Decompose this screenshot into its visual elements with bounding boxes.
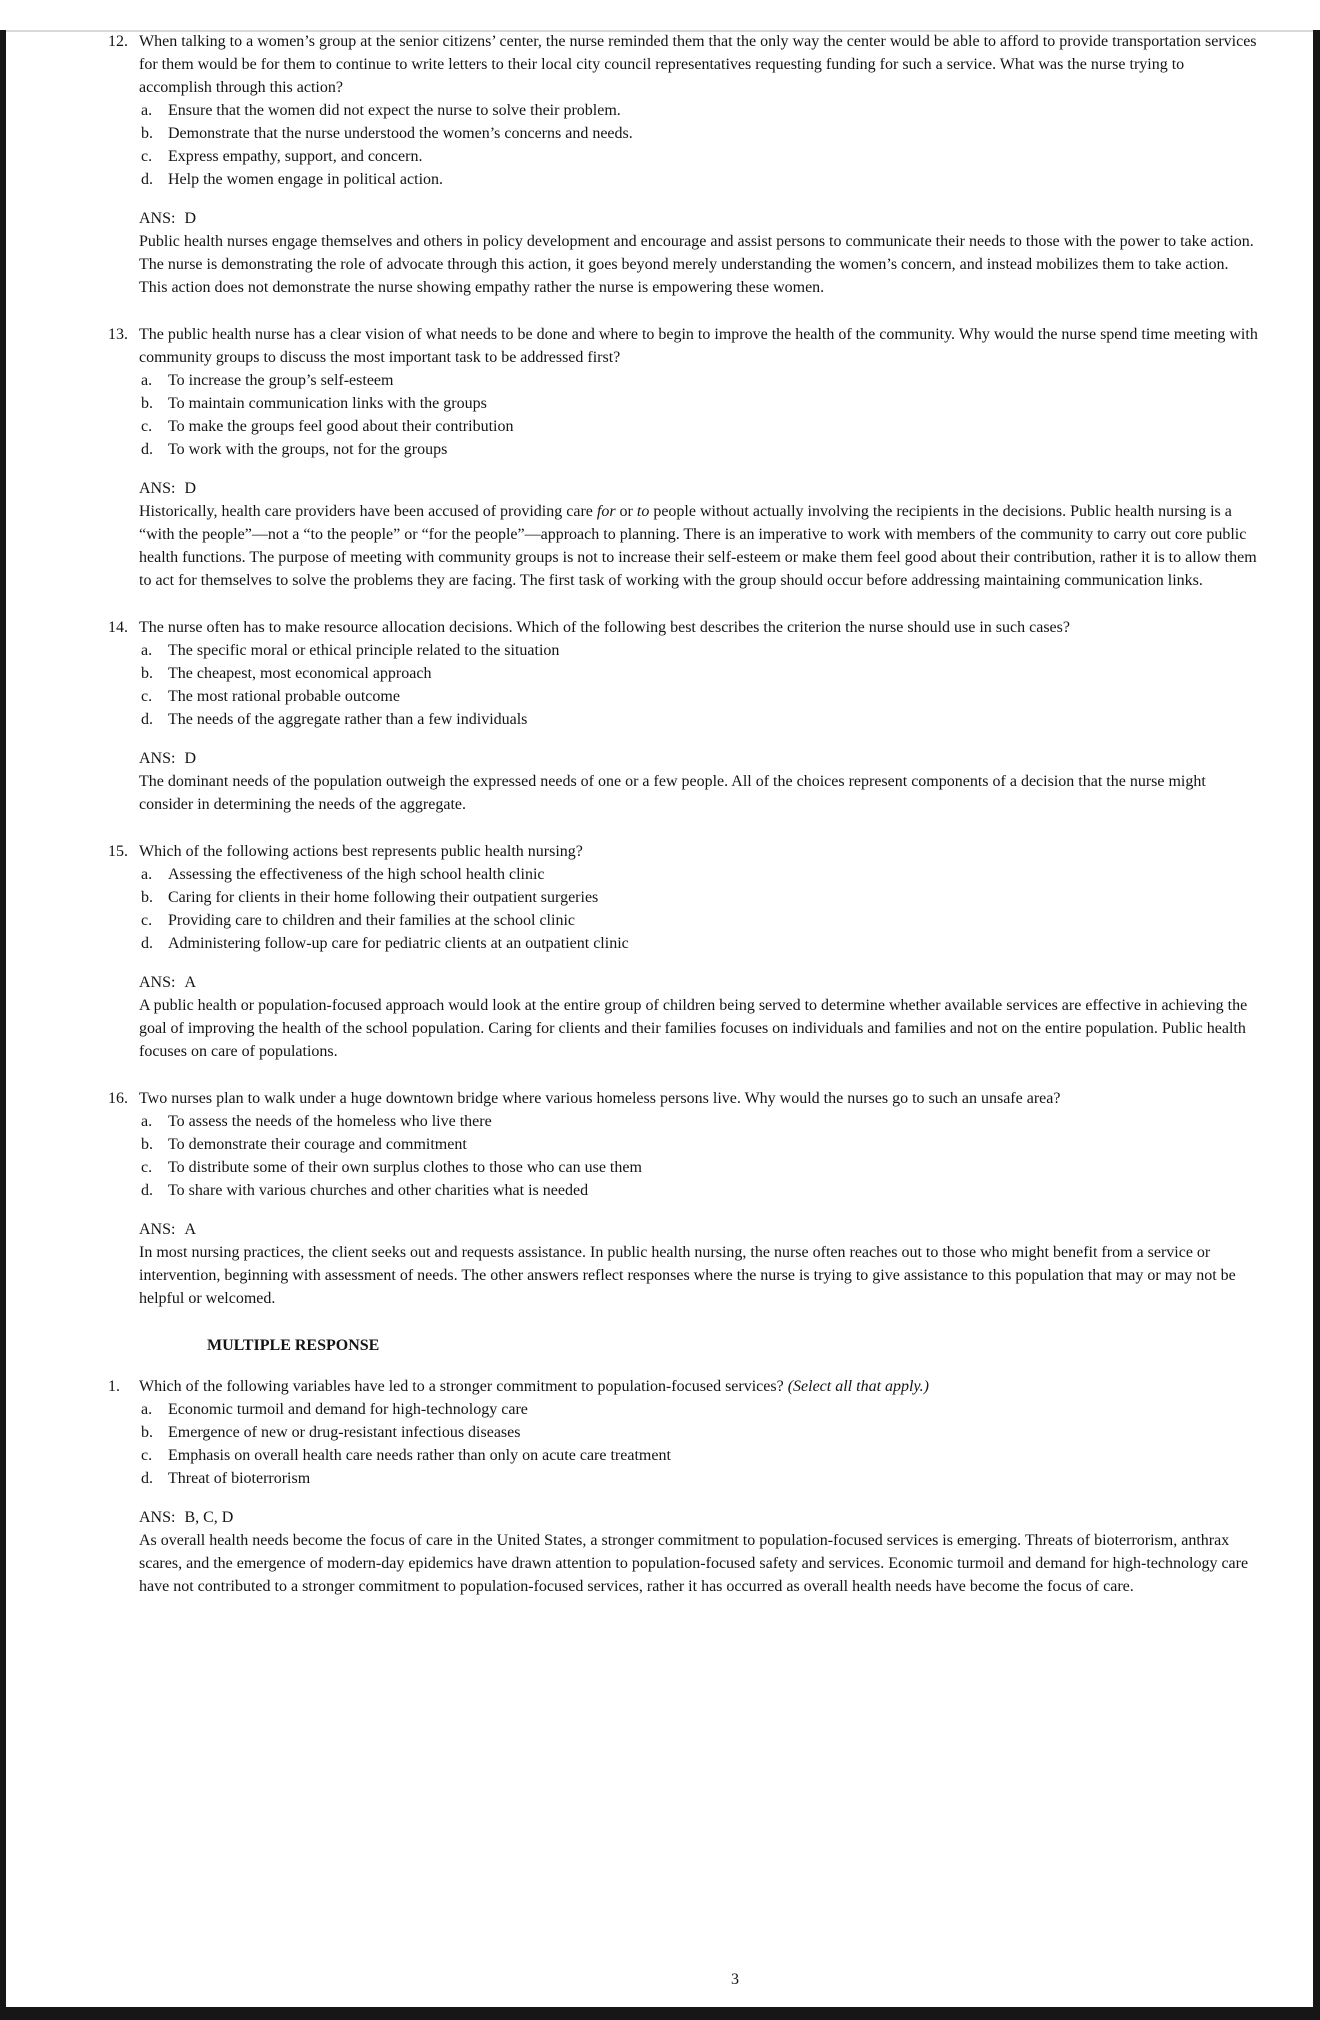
question-15 xyxy=(108,840,1258,1063)
question-14 xyxy=(108,616,1258,816)
option-row xyxy=(141,438,1258,461)
option-letter: c. xyxy=(141,912,153,929)
option-row xyxy=(141,415,1258,438)
question-13 xyxy=(108,323,1258,592)
answer-line xyxy=(139,207,1258,230)
answer-line xyxy=(139,971,1258,994)
question-stem: The nurse often has to make resource allocation decisions. Which of the following best describes the criterion the nurse should use in such cases? xyxy=(139,619,1070,636)
answer-value: D xyxy=(184,480,197,497)
option-text: Providing care to children and their families at the school clinic xyxy=(168,912,575,929)
option-row xyxy=(141,392,1258,415)
option-text: The cheapest, most economical approach xyxy=(168,665,432,682)
option-letter: d. xyxy=(141,711,153,728)
option-letter: a. xyxy=(141,642,153,659)
option-row xyxy=(141,685,1258,708)
rationale-text: Public health nurses engage themselves and others in policy development and encourage and assist persons to communicate their needs to those with the power to take action. The nurse is demonstrating the role of advocate through this action, it goes beyond merely understanding the women’s concern, and instead mobilizes them to take action. This action does not demonstrate the nurse showing empathy rather the nurse is empowering these women. xyxy=(139,233,1254,296)
option-row xyxy=(141,863,1258,886)
option-letter: c. xyxy=(141,418,153,435)
option-row xyxy=(141,145,1258,168)
rationale-text: The dominant needs of the population outweigh the expressed needs of one or a few people. All of the choices represent components of a decision that the nurse might consider in determining the needs of the aggregate. xyxy=(139,773,1206,813)
question-number: 16. xyxy=(108,1090,128,1107)
option-text: The specific moral or ethical principle related to the situation xyxy=(168,642,560,659)
option-row xyxy=(141,1444,1258,1467)
document-content xyxy=(108,30,1258,1598)
answer-value: D xyxy=(184,210,197,227)
option-letter: c. xyxy=(141,1447,153,1464)
question-stem: Which of the following actions best represents public health nursing? xyxy=(139,843,583,860)
answer-label: ANS: xyxy=(139,1509,176,1526)
option-text: To distribute some of their own surplus clothes to those who can use them xyxy=(168,1159,642,1176)
option-row xyxy=(141,1398,1258,1421)
option-text: The most rational probable outcome xyxy=(168,688,400,705)
option-text: To work with the groups, not for the groups xyxy=(168,441,448,458)
page-right-edge xyxy=(1313,30,1320,2020)
question-16 xyxy=(108,1087,1258,1310)
section-heading: MULTIPLE RESPONSE xyxy=(207,1337,380,1354)
option-text: Emergence of new or drug-resistant infectious diseases xyxy=(168,1424,521,1441)
option-letter: d. xyxy=(141,171,153,188)
answer-value: A xyxy=(184,974,197,991)
option-row xyxy=(141,1179,1258,1202)
answer-line xyxy=(139,747,1258,770)
option-letter: b. xyxy=(141,395,153,412)
option-text: Assessing the effectiveness of the high school health clinic xyxy=(168,866,545,883)
option-letter: b. xyxy=(141,665,153,682)
option-letter: d. xyxy=(141,1182,153,1199)
option-letter: a. xyxy=(141,1113,153,1130)
option-text: Economic turmoil and demand for high-technology care xyxy=(168,1401,528,1418)
page-number: 3 xyxy=(731,1971,739,1988)
option-letter: b. xyxy=(141,125,153,142)
option-row xyxy=(141,639,1258,662)
option-letter: a. xyxy=(141,372,153,389)
answer-value: B, C, D xyxy=(184,1509,234,1526)
option-letter: a. xyxy=(141,102,153,119)
question-stem: When talking to a women’s group at the senior citizens’ center, the nurse reminded them that the only way the center would be able to afford to provide transportation services for them would be for them to continue to write letters to their local city council representatives requesting funding for such a service. What was the nurse trying to accomplish through this action? xyxy=(139,33,1257,96)
option-row xyxy=(141,909,1258,932)
option-letter: a. xyxy=(141,866,153,883)
question-stem: The public health nurse has a clear vision of what needs to be done and where to begin to improve the health of the community. Why would the nurse spend time meeting with community groups to discuss the most important task to be addressed first? xyxy=(139,326,1258,366)
option-row xyxy=(141,886,1258,909)
answer-line xyxy=(139,1506,1258,1529)
option-row xyxy=(141,662,1258,685)
answer-value: A xyxy=(184,1221,197,1238)
option-row xyxy=(141,99,1258,122)
option-text: Ensure that the women did not expect the nurse to solve their problem. xyxy=(168,102,621,119)
rationale-text: A public health or population-focused approach would look at the entire group of children being served to determine whether available services are effective in achieving the goal of improving the health of the school population. Caring for clients and their families focuses on individuals and families and not on the entire population. Public health focuses on care of populations. xyxy=(139,997,1248,1060)
question-number: 14. xyxy=(108,619,128,636)
answer-line xyxy=(139,1218,1258,1241)
answer-label: ANS: xyxy=(139,750,176,767)
answer-label: ANS: xyxy=(139,210,176,227)
question-stem: Two nurses plan to walk under a huge downtown bridge where various homeless persons live. Why would the nurses go to such an unsafe area? xyxy=(139,1090,1061,1107)
question-12 xyxy=(108,30,1258,299)
option-text: Help the women engage in political action. xyxy=(168,171,444,188)
rationale-text: In most nursing practices, the client seeks out and requests assistance. In public health nursing, the nurse often reaches out to those who might benefit from a service or intervention, beginning with assessment of needs. The other answers reflect responses where the nurse is trying to give assistance to this population that may or may not be helpful or welcomed. xyxy=(139,1244,1236,1307)
option-row xyxy=(141,1110,1258,1133)
option-letter: c. xyxy=(141,688,153,705)
option-row xyxy=(141,1467,1258,1490)
option-text: Emphasis on overall health care needs rather than only on acute care treatment xyxy=(168,1447,671,1464)
option-row xyxy=(141,708,1258,731)
page-bottom-edge xyxy=(0,2007,1320,2020)
option-letter: d. xyxy=(141,441,153,458)
page-top-edge xyxy=(0,30,1320,32)
question-number: 1. xyxy=(108,1378,120,1395)
option-letter: b. xyxy=(141,889,153,906)
option-text: Administering follow-up care for pediatric clients at an outpatient clinic xyxy=(168,935,629,952)
option-text: To maintain communication links with the groups xyxy=(168,395,487,412)
question-stem: Which of the following variables have led to a stronger commitment to population-focused services? (Select all that apply.) xyxy=(139,1378,929,1395)
option-text: To assess the needs of the homeless who live there xyxy=(168,1113,492,1130)
option-row xyxy=(141,168,1258,191)
option-text: The needs of the aggregate rather than a few individuals xyxy=(168,711,528,728)
option-text: To increase the group’s self-esteem xyxy=(168,372,394,389)
answer-label: ANS: xyxy=(139,480,176,497)
option-text: Demonstrate that the nurse understood the women’s concerns and needs. xyxy=(168,125,633,142)
option-text: To make the groups feel good about their contribution xyxy=(168,418,514,435)
option-letter: d. xyxy=(141,935,153,952)
question-number: 13. xyxy=(108,326,128,343)
option-letter: b. xyxy=(141,1424,153,1441)
rationale-text: As overall health needs become the focus of care in the United States, a stronger commitment to population-focused services is emerging. Threats of bioterrorism, anthrax scares, and the emergence of modern-day epidemics have drawn attention to population-focused safety and services. Economic turmoil and demand for high-technology care have not contributed to a stronger commitment to population-focused services, rather it has occurred as overall health needs have become the focus of care. xyxy=(139,1532,1249,1595)
option-letter: c. xyxy=(141,148,153,165)
question-number: 12. xyxy=(108,33,128,50)
answer-label: ANS: xyxy=(139,1221,176,1238)
option-letter: c. xyxy=(141,1159,153,1176)
option-text: Threat of bioterrorism xyxy=(168,1470,311,1487)
question-mr-1 xyxy=(108,1375,1258,1598)
option-text: Express empathy, support, and concern. xyxy=(168,148,423,165)
option-row xyxy=(141,1156,1258,1179)
option-row xyxy=(141,932,1258,955)
question-number: 15. xyxy=(108,843,128,860)
option-text: Caring for clients in their home following their outpatient surgeries xyxy=(168,889,599,906)
answer-value: D xyxy=(184,750,197,767)
option-row xyxy=(141,122,1258,145)
option-text: To share with various churches and other charities what is needed xyxy=(168,1182,589,1199)
option-row xyxy=(141,1421,1258,1444)
option-letter: b. xyxy=(141,1136,153,1153)
answer-line xyxy=(139,477,1258,500)
page-left-edge xyxy=(0,30,6,2020)
option-row xyxy=(141,369,1258,392)
option-row xyxy=(141,1133,1258,1156)
answer-label: ANS: xyxy=(139,974,176,991)
option-letter: a. xyxy=(141,1401,153,1418)
option-text: To demonstrate their courage and commitment xyxy=(168,1136,467,1153)
rationale-text: Historically, health care providers have been accused of providing care for or to people without actually involving the recipients in the decisions. Public health nursing is a “with the people”—not a “to the people” or “for the people”—approach to planning. There is an imperative to work with members of the community to carry out core public health functions. The purpose of meeting with community groups is not to increase their self-esteem or make them feel good about their contribution, rather it is to allow them to act for themselves to solve the problems they are facing. The first task of working with the group should occur before addressing maintaining communication links. xyxy=(139,503,1257,589)
option-letter: d. xyxy=(141,1470,153,1487)
